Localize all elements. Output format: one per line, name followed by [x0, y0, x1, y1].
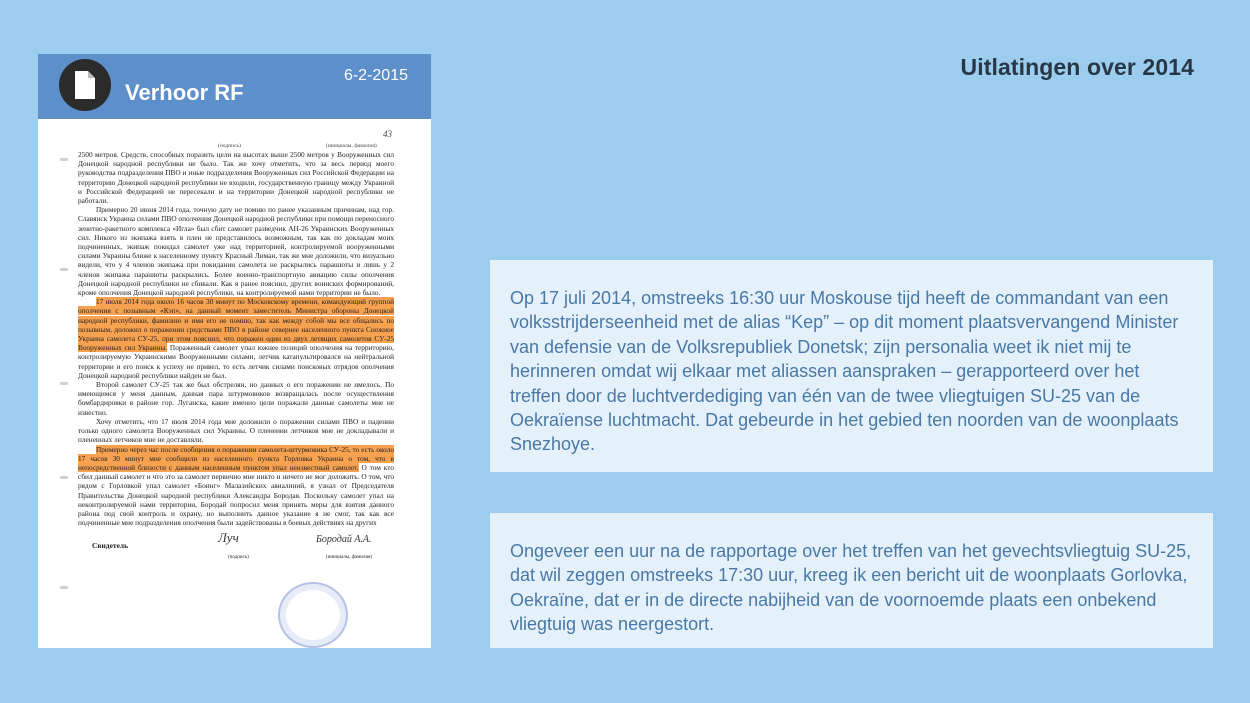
- scan-caption-left: (подпись): [218, 143, 241, 149]
- witness-label: Свидетель: [92, 541, 129, 551]
- official-stamp: [278, 582, 348, 648]
- scanned-document: [78, 129, 394, 561]
- page-title: Uitlatingen over 2014: [960, 54, 1194, 80]
- translation-panel-2: [490, 513, 1213, 648]
- translation-text: Ongeveer een uur na de rapportage over het treffen van het gevechtsvliegtuig SU-25, dat wil zeggen omstreeks 17:30 uur, kreeg ik een bericht uit de woonplaats Gorlovka, Oekraïne, dat er in de directe nabijheid van de voornoemde plaats een onbekend vliegtuig was neergestort.: [510, 541, 1192, 635]
- signature-row: [78, 531, 394, 561]
- scan-page-number: 43: [383, 129, 392, 139]
- signature-caption-right: (инициалы, фамилия): [326, 555, 373, 561]
- scan-caption-right: (инициалы, фамилия): [326, 143, 377, 149]
- document-title: Verhoor RF: [125, 80, 244, 105]
- scan-paragraph: Хочу отметить, что 17 июля 2014 года мне доложили о поражении силами ПВО и падении только одного самолета Вооруженных сил Украины. О пленении летчиков мне не докладывали и плененных летчиков мне не доставляли.: [78, 416, 394, 445]
- translation-text: Op 17 juli 2014, omstreeks 16:30 uur Moskouse tijd heeft de commandant van een volksstrijderseenheid met de alias “Kep” – op dit moment plaatsvervangend Minister van defensie van de Volksrepubliek Donetsk; zijn personalia weet ik niet mij te herinneren omdat wij elkaar met aliassen aanspraken – gerapporteerd over het treffen door de luchtverdediging van één van de twee vliegtuigen SU-25 van de Oekraïense luchtmacht. Dat gebeurde in het gebied ten noorden van de woonplaats Snezhoye.: [510, 288, 1179, 455]
- scan-paragraph: Примерно 20 июня 2014 года, точную дату не помню по ранее указанным причинам, над гор. Славянск Украина силами ПВО ополчения Донецкой народной республики при помощи переносного зенитно-ракетного комплекса «Игла» был сбит самолет разведчик АН-26 Украинских Вооруженных сил. Никого из экипажа взять в плен не представилось возможным, так как по докладам моих подчиненных, экипаж покидал самолет уже над территорией, контролируемой вооруженными силами Украины ближе к населенному пункту Красный Лиман, так же мне доложили, что визуально видели, что у 4 членов экипажа при покидании самолета не раскрылись парашюты и лишь у 2 членов экипажа парашюты раскрылись. Более военно-транспортную авиацию силы ополчения Донецкой народной республики не сбивали. Как я ранее пояснил, других воинских формирований, кроме ополчения Донецкой народной республики, на контролируемой нами территории не было.: [78, 205, 394, 298]
- document-card: [38, 54, 431, 648]
- scan-paragraph: 2500 метров. Средств, способных поразить цели на высотах выше 2500 метров у Вооруженных сил Донецкой народной республики не было. Так же хочу отметить, что за весь период моего руководства подразделения ПВО и иные подразделения Вооруженных сил Российской Федерации на территорию Донецкой народной республики не входили, государственную границу между Украиной и Российской Федерацией не пересекали и на территории Донецкой народной республики не работали.: [78, 150, 394, 206]
- highlighted-passage: Примерно через час после сообщения о поражении самолета-штурмовика СУ-25, то есть около 17 часов 30 минут мне сообщили из населенного пункта Горловка Украина о том, что в непосредственной близости с данным населенным пунктом упал неизвестный самолет.: [78, 444, 394, 472]
- scan-paragraph: 17 июля 2014 года около 16 часов 30 минут по Московскому времени, командующий группой ополчения с позывным «Кэп», на данный момент заместитель Министра обороны Донецкой народной республики, фамилию и имя его не помню, так как между собой мы все общались по позывным, доложил о поражении средствами ПВО в районе севернее населенного пункта Снежное Украина самолета СУ-25, при этом пояснил, что поражен один из двух летящих самолетов СУ-25 Вооруженных сил Украины. Пораженный самолет упал южнее позиций ополчения на территорию, контролируемую Украинскими Вооруженными силами, летчик катапультировался на нейтральной территории и его поиск к успеху не привел, то есть летчик силами поисковых отрядов ополчения Донецкой народной республики найден не был.: [78, 297, 394, 380]
- signature-left: Луч: [218, 530, 239, 546]
- scan-header: [78, 129, 394, 150]
- translation-panel-1: [490, 260, 1213, 472]
- signature-caption-left: (подпись): [228, 555, 249, 561]
- scan-paragraph: Второй самолет СУ-25 так же был обстрелян, но данных о его поражении не имелось. По имеющимся у меня данным, данная пара штурмовиков возвращалась после осуществления бомбардировки в районе гор. Луганска, какие именно цели поражали данные самолеты мне не известно.: [78, 380, 394, 417]
- signature-right: Бородай А.А.: [316, 534, 372, 546]
- document-icon: [59, 59, 111, 111]
- highlighted-passage: 17 июля 2014 года около 16 часов 30 минут по Московскому времени, командующий группой ополчения с позывным «Кэп», на данный момент заместитель Министра обороны Донецкой народной республики, фамилию и имя его не помню, так как между собой мы все общались по позывным, доложил о поражении средствами ПВО в районе севернее населенного пункта Снежное Украина самолета СУ-25, при этом пояснил, что поражен один из двух летящих самолетов СУ-25 Вооруженных сил Украины.: [78, 297, 394, 353]
- document-header: [38, 54, 431, 119]
- scan-paragraph: Примерно через час после сообщения о поражении самолета-штурмовика СУ-25, то есть около 17 часов 30 минут мне сообщили из населенного пункта Горловка Украина о том, что в непосредственной близости с данным населенным пунктом упал неизвестный самолет. О том кто сбил данный самолет и что это за самолет первично мне никто и ничего не мог доложить. О том, что рядом с Горловкой упал самолет «Боинг» Малазийских авиалиний, я узнал от Председателя Правительства Донецкой народной республики Александра Бородая. Поскольку самолет упал на неконтролируемой нами территории, Бородай попросил меня принять меры для взятия данного района под свой контроль и охрану, но выполнить данное указание я не смог, так как все подчиненные мне подразделения ополчения были задействованы в боевых действиях на других: [78, 444, 394, 528]
- document-date: 6-2-2015: [343, 67, 408, 84]
